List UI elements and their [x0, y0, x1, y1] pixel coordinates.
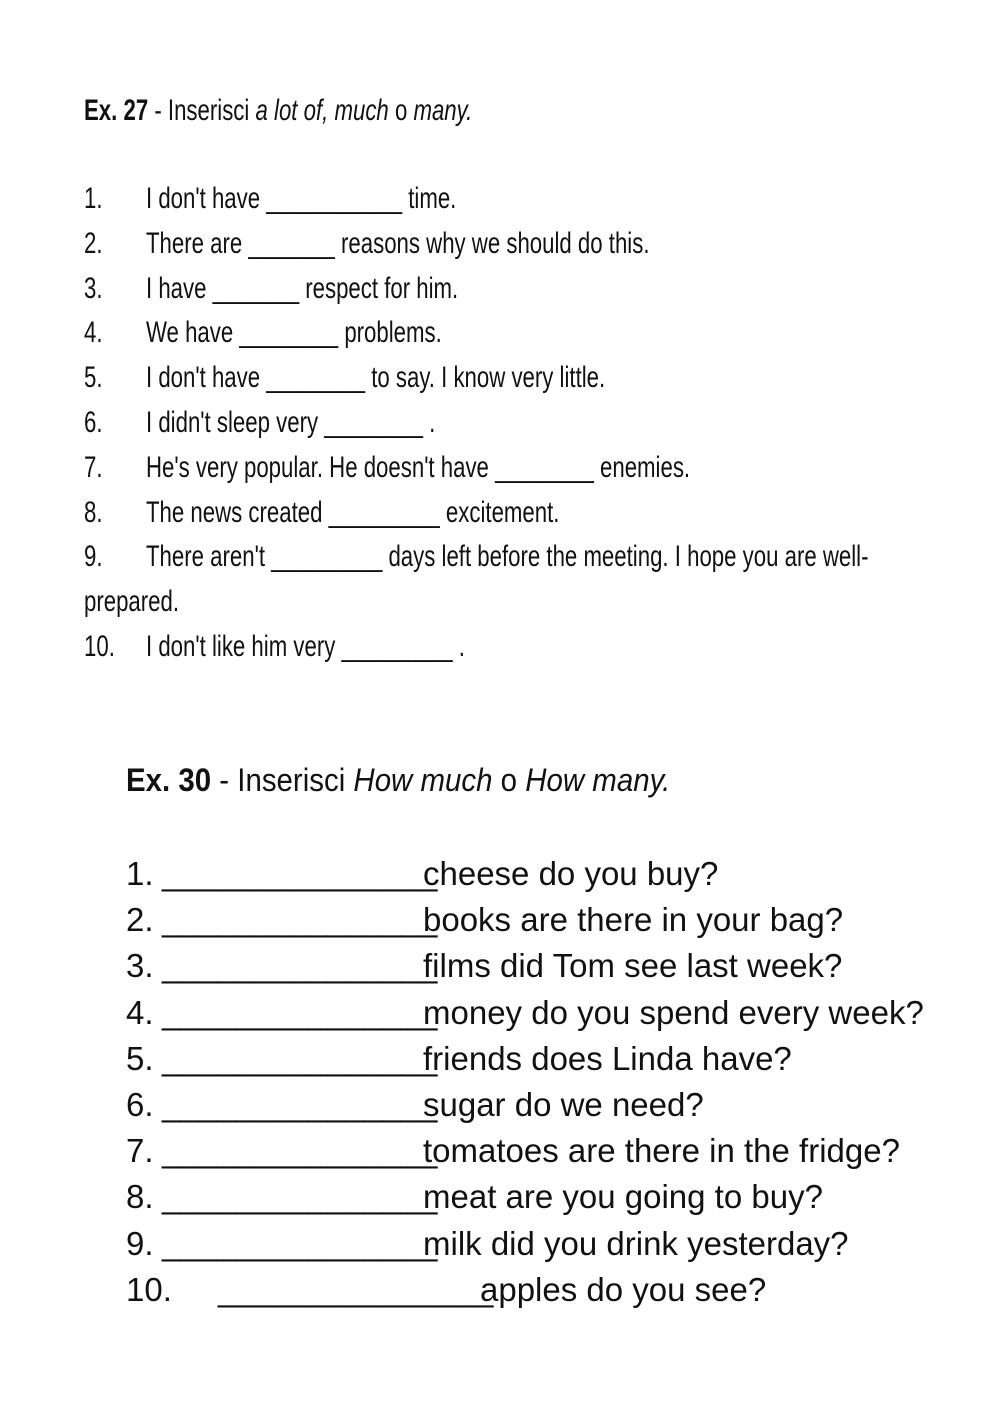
answer-blank[interactable]: _______________ — [162, 993, 438, 1031]
answer-blank[interactable]: _______________ — [162, 947, 438, 985]
item-number: 4. — [84, 316, 103, 350]
item-number: 9. — [126, 1224, 154, 1262]
list-item — [126, 1039, 986, 1085]
exercise-27-separator: - — [148, 94, 168, 127]
answer-blank[interactable]: _______________ — [162, 1224, 438, 1262]
item-sentence: films did Tom see last week? — [423, 947, 843, 985]
exercise-30 — [126, 758, 986, 1316]
item-sentence: I don't like him very _________ . — [146, 629, 465, 663]
answer-blank[interactable]: _______________ — [218, 1270, 494, 1308]
item-sentence: apples do you see? — [480, 1270, 767, 1308]
item-number: 2. — [126, 901, 154, 939]
list-item — [126, 1085, 986, 1131]
exercise-30-title — [126, 758, 917, 802]
item-number: 10. — [84, 629, 115, 663]
exercise-27-option2: many. — [413, 94, 473, 127]
list-item — [84, 180, 974, 225]
list-item — [84, 628, 974, 673]
exercise-30-label: Ex. 30 — [126, 762, 212, 798]
item-sentence-continuation: prepared. — [84, 585, 180, 619]
exercise-30-instruction: Inserisci — [237, 762, 354, 798]
list-item — [126, 946, 986, 992]
item-sentence: tomatoes are there in the fridge? — [423, 1132, 900, 1170]
item-sentence: The news created _________ excitement. — [146, 495, 560, 529]
item-sentence: I don't have ________ to say. I know very little. — [146, 361, 606, 395]
item-sentence: I don't have ___________ time. — [146, 182, 457, 215]
item-number: 7. — [126, 1132, 154, 1170]
item-sentence: sugar do we need? — [423, 1085, 704, 1123]
list-item — [126, 900, 986, 946]
answer-blank[interactable]: _______________ — [162, 1085, 438, 1123]
item-sentence: We have ________ problems. — [146, 316, 442, 350]
item-sentence: friends does Linda have? — [423, 1039, 792, 1077]
item-number: 5. — [84, 361, 103, 395]
list-item — [126, 1224, 986, 1270]
answer-blank[interactable]: _______________ — [162, 1178, 438, 1216]
exercise-27 — [84, 92, 974, 673]
list-item — [84, 404, 974, 449]
item-number: 7. — [84, 450, 103, 484]
item-sentence: meat are you going to buy? — [423, 1178, 823, 1216]
item-sentence: milk did you drink yesterday? — [423, 1224, 849, 1262]
item-number: 10. — [126, 1270, 172, 1308]
item-number: 2. — [84, 226, 103, 260]
item-number: 8. — [126, 1178, 154, 1216]
answer-blank[interactable]: _______________ — [162, 901, 438, 939]
item-number: 1. — [84, 182, 103, 215]
item-number: 8. — [84, 495, 103, 529]
exercise-30-connector: o — [492, 762, 526, 798]
item-sentence: He's very popular. He doesn't have ________ enemies. — [146, 450, 691, 484]
list-item — [84, 225, 974, 270]
item-sentence: I have _______ respect for him. — [146, 271, 459, 305]
list-item — [126, 1177, 986, 1223]
exercise-27-label: Ex. 27 — [84, 94, 149, 127]
exercise-30-separator: - — [211, 762, 238, 798]
item-number: 6. — [126, 1085, 154, 1123]
item-number: 9. — [84, 540, 103, 574]
item-number: 1. — [126, 855, 154, 892]
exercise-27-connector: o — [388, 94, 414, 127]
item-sentence: I didn't sleep very ________ . — [146, 405, 436, 439]
item-number: 4. — [126, 993, 154, 1031]
exercise-27-list — [84, 180, 974, 673]
list-item — [126, 854, 986, 900]
item-sentence: There aren't _________ days left before the meeting. I hope you are well- — [146, 540, 869, 574]
list-item — [126, 1131, 986, 1177]
list-item — [84, 494, 974, 539]
list-item — [84, 270, 974, 315]
item-number: 5. — [126, 1039, 154, 1077]
item-sentence: money do you spend every week? — [423, 993, 924, 1031]
item-sentence: books are there in your bag? — [423, 901, 844, 939]
list-item — [126, 1270, 986, 1316]
list-item-continuation — [84, 583, 974, 628]
list-item — [126, 993, 986, 1039]
exercise-27-instruction: Inserisci — [167, 94, 256, 127]
answer-blank[interactable]: _______________ — [162, 1132, 438, 1170]
item-sentence: There are _______ reasons why we should do this. — [146, 226, 650, 260]
list-item — [84, 314, 974, 359]
list-item — [84, 359, 974, 404]
exercise-27-option1: a lot of, much — [255, 94, 389, 127]
item-sentence: cheese do you buy? — [423, 855, 719, 892]
answer-blank[interactable]: _______________ — [162, 855, 438, 892]
list-item — [84, 538, 974, 583]
answer-blank[interactable]: _______________ — [162, 1039, 438, 1077]
exercise-27-title — [84, 92, 743, 130]
exercise-30-option2: How many. — [525, 762, 671, 798]
item-number: 3. — [84, 271, 103, 305]
list-item — [84, 449, 974, 494]
item-number: 3. — [126, 947, 154, 985]
exercise-30-option1: How much — [353, 762, 493, 798]
item-number: 6. — [84, 405, 103, 439]
exercise-30-list — [126, 854, 986, 1316]
